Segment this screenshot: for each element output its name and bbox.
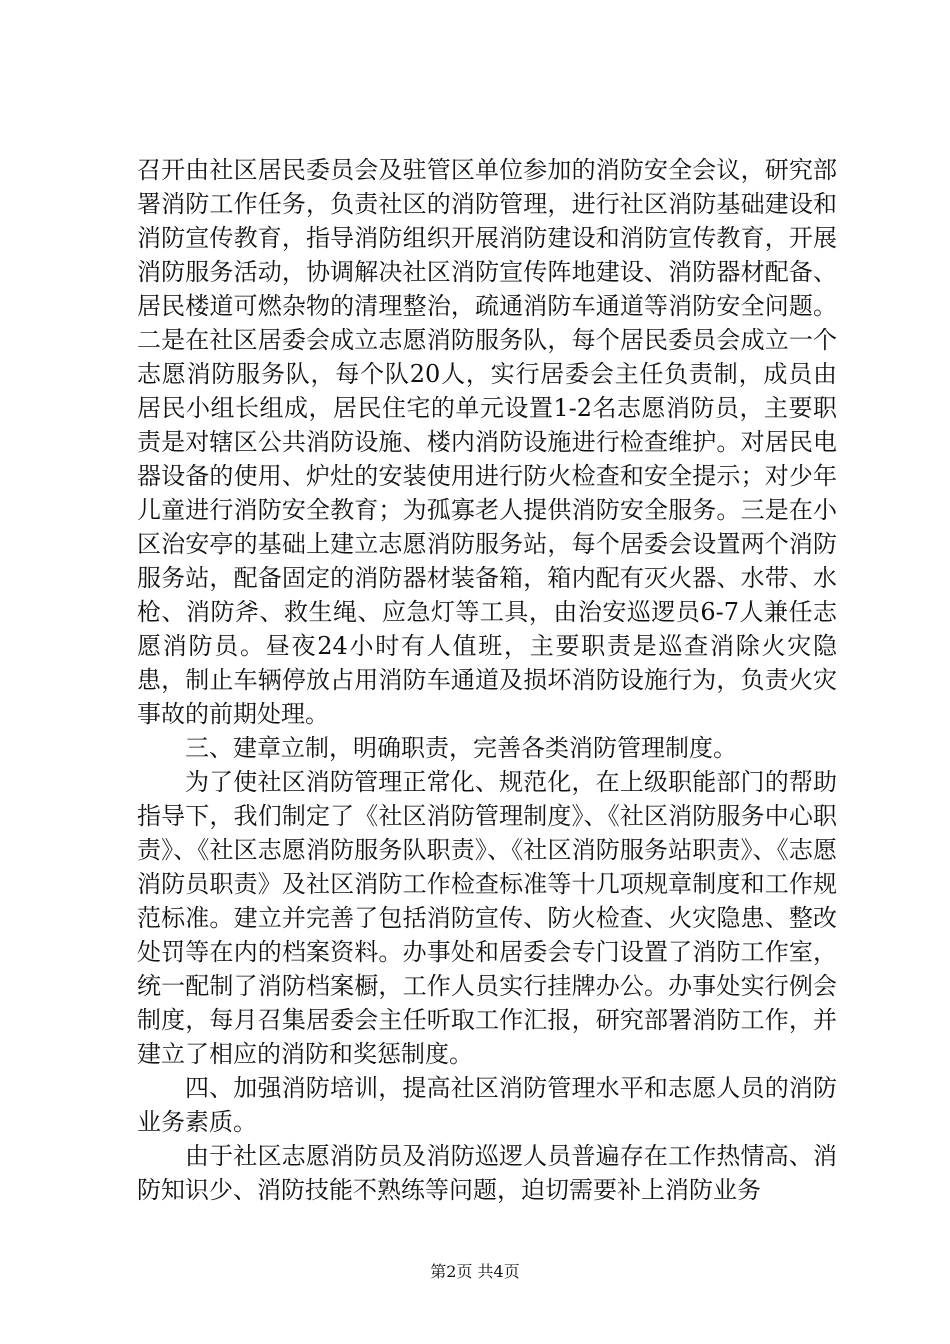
paragraph-regulations: 为了使社区消防管理正常化、规范化，在上级职能部门的帮助指导下，我们制定了《社区消防管理制度》、《社区消防服务中心职责》、《社区志愿消防服务队职责》、《社区消防服务站职责》、《志愿消防员职责》及社区消防工作检查标准等十几项规章制度和工作规范标准。建立并完善了包括消防宣传、防火检查、火灾隐患、整改处罚等在内的档案资料。办事处和居委会专门设置了消防工作室，统一配制了消防档案橱，工作人员实行挂牌办公。办事处实行例会制度，每月召集居委会主任听取工作汇报，研究部署消防工作，并建立了相应的消防和奖惩制度。 bbox=[137, 768, 837, 1068]
page-number-footer: 第2页 共4页 bbox=[430, 1262, 520, 1281]
paragraph-continuation: 召开由社区居民委员会及驻管区单位参加的消防安全会议，研究部署消防工作任务，负责社区的消防管理，进行社区消防基础建设和消防宣传教育，指导消防组织开展消防建设和消防宣传教育，开展消防服务活动，协调解决社区消防宣传阵地建设、消防器材配备、居民楼道可燃杂物的清理整治，疏通消防车通道等消防安全问题。二是在社区居委会成立志愿消防服务队，每个居民委员会成立一个志愿消防服务队，每个队20人，实行居委会主任负责制，成员由居民小组长组成，居民住宅的单元设置1-2名志愿消防员，主要职责是对辖区公共消防设施、楼内消防设施进行检查维护。对居民电器设备的使用、炉灶的安装使用进行防火检查和安全提示；对少年儿童进行消防安全教育；为孤寡老人提供消防安全服务。三是在小区治安亭的基础上建立志愿消防服务站，每个居委会设置两个消防服务站，配备固定的消防器材装备箱，箱内配有灭火器、水带、水枪、消防斧、救生绳、应急灯等工具，由治安巡逻员6-7人兼任志愿消防员。昼夜24小时有人值班，主要职责是巡查消除火灾隐患，制止车辆停放占用消防车通道及损坏消防设施行为，负责火灾事故的前期处理。 bbox=[137, 156, 837, 728]
section-heading-4: 四、加强消防培训，提高社区消防管理水平和志愿人员的消防业务素质。 bbox=[137, 1074, 837, 1136]
section-heading-3: 三、建章立制，明确职责，完善各类消防管理制度。 bbox=[185, 734, 737, 762]
document-body bbox=[137, 153, 837, 1207]
paragraph-training: 由于社区志愿消防员及消防巡逻人员普遍存在工作热情高、消防知识少、消防技能不熟练等问题，迫切需要补上消防业务 bbox=[137, 1142, 837, 1204]
